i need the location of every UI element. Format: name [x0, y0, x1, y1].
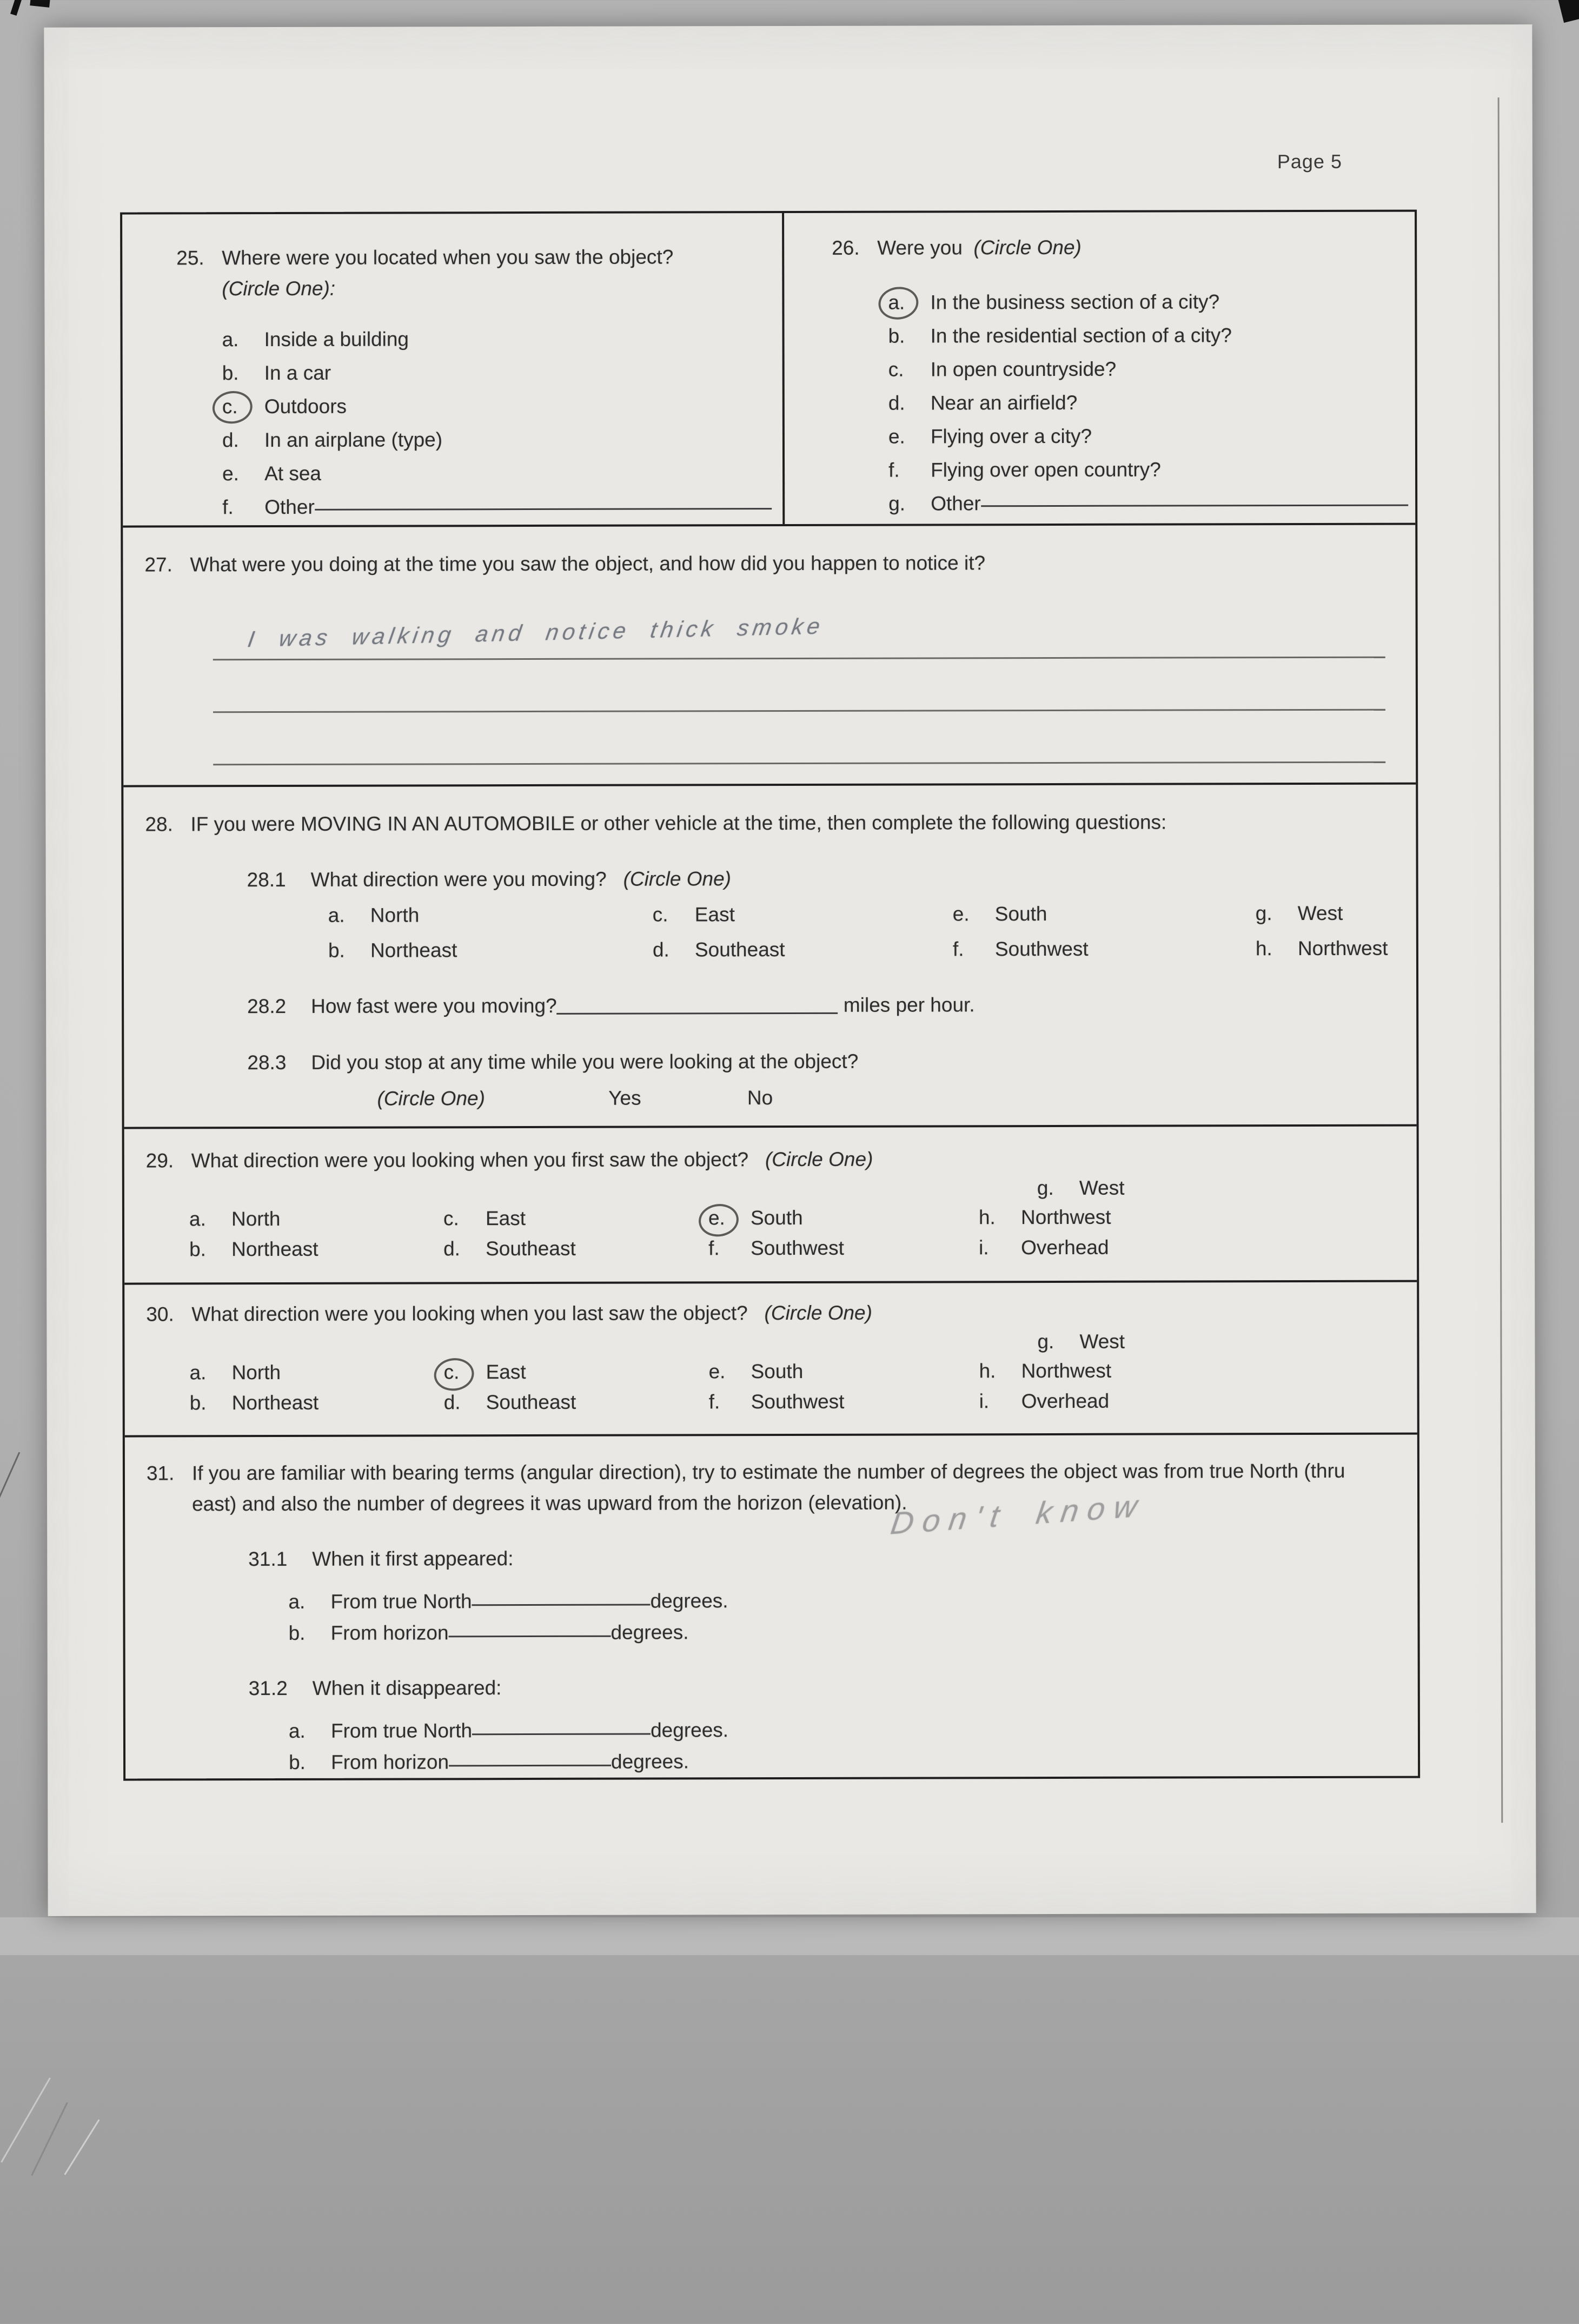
- circled-letter: e.: [708, 1203, 751, 1233]
- option-label: Southeast: [486, 1237, 576, 1260]
- q30-west: [1037, 1327, 1408, 1356]
- q28-1-row1: [328, 897, 1408, 931]
- option-label: Other: [264, 495, 315, 518]
- option-label: Northeast: [231, 1238, 319, 1261]
- option-label: Northeast: [231, 1392, 319, 1414]
- q28-2-suffix: miles per hour.: [843, 994, 975, 1017]
- answer-blank: [315, 492, 772, 511]
- q30-number: 30.: [146, 1303, 174, 1326]
- q25-option-d: [222, 422, 772, 457]
- q28-number: 28.: [145, 813, 173, 836]
- q26-option-c: [888, 352, 1408, 387]
- answer-blank: [557, 996, 838, 1015]
- question-26: [784, 212, 1419, 524]
- q26-question: Were you: [877, 236, 963, 259]
- q31-1b: [289, 1615, 1409, 1649]
- option-label: At sea: [264, 462, 322, 485]
- answer-line: [213, 658, 1385, 713]
- question-25: [122, 213, 785, 526]
- option-label: West: [1079, 1330, 1125, 1353]
- option-letter: b.: [289, 1751, 306, 1774]
- scan-fold-line: [1498, 97, 1503, 1823]
- option-letter: e.: [952, 902, 970, 925]
- option-label: Southeast: [486, 1391, 576, 1414]
- degree-prefix: From horizon: [330, 1621, 449, 1644]
- q27-question: What were you doing at the time you saw the object, and how did you happen to notice it?: [190, 552, 986, 576]
- degree-prefix: From true North: [330, 1590, 472, 1613]
- option-label: Southwest: [751, 1237, 844, 1260]
- q31-number: 31.: [146, 1462, 175, 1485]
- q29-west: [1037, 1174, 1408, 1202]
- option-letter: b.: [189, 1238, 206, 1261]
- q25-option-c: [222, 389, 772, 423]
- section-q25-q26: [122, 212, 1415, 526]
- handwritten-answer: I was walking and notice thick smoke: [246, 613, 826, 652]
- scan-scratch: [64, 2119, 99, 2175]
- q31-1a: [288, 1584, 1409, 1618]
- q28-3-instruction: (Circle One): [377, 1087, 485, 1110]
- option-label: West: [1079, 1177, 1125, 1200]
- option-label: Outdoors: [264, 395, 347, 418]
- option-label: Flying over a city?: [930, 425, 1092, 448]
- degree-suffix: degrees.: [611, 1750, 689, 1773]
- option-letter: h.: [978, 1206, 996, 1229]
- option-label: West: [1297, 902, 1343, 924]
- option-letter: d.: [222, 428, 239, 451]
- q26-option-g: [888, 486, 1408, 521]
- scan-light-band: [0, 1917, 1579, 1955]
- option-letter: a.: [288, 1720, 306, 1743]
- option-label: Flying over open country?: [931, 458, 1161, 481]
- q29-row1: [189, 1202, 1408, 1235]
- scan-scratch: [0, 1452, 20, 1512]
- option-letter: h.: [979, 1360, 996, 1382]
- q28-2-number: 28.2: [247, 995, 287, 1018]
- option-label: In an airplane (type): [264, 428, 443, 451]
- q28-2-question: How fast were you moving?: [311, 995, 557, 1018]
- q29-row2: [189, 1232, 1408, 1265]
- option-letter: a.: [189, 1361, 207, 1384]
- option-letter: c.: [888, 358, 904, 381]
- q28-3-choices: [377, 1081, 1408, 1114]
- option-letter: a.: [328, 904, 345, 926]
- option-label: South: [750, 1207, 803, 1229]
- q29-instruction: (Circle One): [765, 1148, 873, 1171]
- degree-suffix: degrees.: [651, 1719, 729, 1742]
- q25-instruction: (Circle One):: [222, 277, 336, 300]
- section-q31: [125, 1433, 1418, 1779]
- yes-option: Yes: [608, 1087, 641, 1109]
- option-label: Northwest: [1297, 937, 1388, 960]
- option-label: Near an airfield?: [930, 392, 1078, 414]
- option-label: In the business section of a city?: [930, 290, 1220, 314]
- option-label: North: [370, 904, 420, 926]
- degree-prefix: From true North: [330, 1719, 473, 1743]
- option-letter: a.: [222, 328, 239, 350]
- option-letter: i.: [979, 1236, 989, 1259]
- answer-line: [213, 606, 1385, 661]
- answer-blank: [472, 1717, 651, 1736]
- q31-2-label: When it disappeared:: [312, 1677, 502, 1699]
- option-letter: g.: [888, 492, 906, 515]
- q30-row1: [189, 1355, 1408, 1388]
- answer-blank: [981, 488, 1408, 507]
- scan-artifact: [10, 0, 22, 16]
- q25-options: [222, 322, 772, 524]
- degree-suffix: degrees.: [650, 1590, 728, 1612]
- option-letter: g.: [1037, 1177, 1054, 1200]
- option-letter: f.: [888, 459, 900, 481]
- scan-scratch: [31, 2102, 68, 2176]
- option-letter: g.: [1037, 1330, 1054, 1353]
- option-label: In a car: [264, 361, 331, 384]
- section-q29: [124, 1124, 1417, 1283]
- option-letter: d.: [443, 1237, 460, 1260]
- option-letter: h.: [1255, 937, 1272, 960]
- option-letter: b.: [888, 325, 905, 347]
- q26-number: 26.: [832, 236, 860, 259]
- degree-prefix: From horizon: [331, 1751, 449, 1774]
- option-letter: d.: [443, 1391, 461, 1414]
- option-letter: d.: [652, 938, 669, 961]
- q28-1-question: What direction were you moving?: [310, 868, 607, 891]
- circled-letter: a.: [888, 286, 930, 320]
- q31-1-label: When it first appeared:: [312, 1547, 514, 1570]
- q28-question: IF you were MOVING IN AN AUTOMOBILE or other vehicle at the time, then complete the following questions:: [190, 811, 1167, 836]
- option-label: Southwest: [751, 1391, 845, 1413]
- option-label: East: [694, 903, 735, 926]
- option-letter: g.: [1255, 902, 1272, 924]
- option-label: Southeast: [694, 938, 785, 961]
- q28-3-question: Did you stop at any time while you were looking at the object?: [311, 1050, 859, 1074]
- q27-answer-lines: [213, 606, 1386, 766]
- q26-option-a: [888, 285, 1408, 320]
- option-letter: c.: [652, 903, 668, 926]
- option-letter: f.: [222, 495, 234, 518]
- degree-suffix: degrees.: [611, 1621, 689, 1644]
- option-label: Northwest: [1021, 1360, 1112, 1382]
- q28-2: [247, 989, 1408, 1022]
- option-letter: b.: [288, 1621, 306, 1644]
- q31-1: [248, 1541, 1409, 1574]
- option-letter: e.: [888, 425, 905, 448]
- option-label: North: [231, 1361, 281, 1384]
- paper-page: [44, 24, 1536, 1916]
- q27-number: 27.: [144, 553, 173, 576]
- option-letter: e.: [222, 462, 239, 485]
- option-letter: e.: [708, 1360, 726, 1383]
- option-letter: b.: [222, 361, 239, 384]
- option-label: Inside a building: [264, 328, 409, 350]
- q31-2-number: 31.2: [248, 1677, 288, 1700]
- option-letter: d.: [888, 392, 905, 414]
- scan-artifact: [30, 0, 50, 8]
- q29-number: 29.: [145, 1149, 174, 1172]
- scan-artifact: [1558, 0, 1579, 23]
- option-label: South: [751, 1360, 804, 1383]
- q25-question: Where were you located when you saw the object?: [222, 246, 674, 269]
- q29-question: What direction were you looking when you first saw the object?: [191, 1148, 749, 1172]
- q31-2a: [289, 1713, 1409, 1747]
- option-label: East: [485, 1207, 526, 1230]
- option-label: Southwest: [994, 937, 1089, 961]
- section-q27: [123, 523, 1416, 785]
- option-label: East: [486, 1361, 526, 1383]
- q28-1-number: 28.1: [247, 869, 286, 891]
- q28-1-row2: [328, 933, 1408, 966]
- option-letter: i.: [979, 1390, 990, 1413]
- q30-row2: [190, 1386, 1409, 1419]
- no-option: No: [747, 1087, 773, 1109]
- option-letter: f.: [708, 1391, 720, 1413]
- option-label: Northwest: [1020, 1206, 1111, 1229]
- q28-3: [247, 1044, 1408, 1078]
- option-letter: a.: [288, 1590, 306, 1613]
- q26-options: [888, 285, 1408, 521]
- option-letter: b.: [328, 939, 345, 962]
- page-number-label: Page 5: [1277, 150, 1343, 173]
- q28-1-instruction: (Circle One): [623, 868, 732, 890]
- answer-line: [213, 711, 1385, 766]
- option-letter: b.: [189, 1392, 207, 1414]
- q26-option-d: [888, 386, 1408, 420]
- q25-option-f: [222, 489, 772, 524]
- circled-letter: c.: [443, 1358, 486, 1388]
- section-q30: [124, 1280, 1417, 1435]
- option-label: Other: [931, 492, 981, 515]
- handwritten-answer: Don't know: [888, 1488, 1148, 1541]
- option-letter: c.: [443, 1207, 459, 1230]
- q28-3-number: 28.3: [247, 1051, 287, 1074]
- q31-2: [249, 1671, 1409, 1704]
- q25-option-b: [222, 355, 772, 390]
- q26-option-e: [888, 419, 1408, 454]
- q26-instruction: (Circle One): [973, 236, 1082, 259]
- section-q28: [123, 783, 1416, 1127]
- q25-number: 25.: [176, 247, 204, 269]
- option-label: Overhead: [1021, 1390, 1110, 1413]
- q28-1: [247, 862, 1408, 896]
- answer-blank: [449, 1749, 611, 1767]
- q31-question: If you are familiar with bearing terms (angular direction), try to estimate the number of degrees the object was from true North (thru east) and also the number of degrees it was upward from the horizon (elevation).: [191, 1459, 1345, 1515]
- q31-1-number: 31.1: [248, 1547, 288, 1570]
- q31-2b: [289, 1745, 1409, 1778]
- circled-letter: c.: [222, 390, 264, 423]
- q25-option-a: [222, 322, 771, 356]
- option-letter: f.: [708, 1237, 720, 1260]
- option-label: In the residential section of a city?: [930, 324, 1232, 347]
- q25-option-e: [222, 456, 772, 491]
- option-label: Northeast: [370, 939, 457, 962]
- q26-option-f: [888, 453, 1408, 487]
- option-label: Overhead: [1021, 1236, 1109, 1259]
- option-label: In open countryside?: [930, 358, 1117, 381]
- q30-question: What direction were you looking when you last saw the object?: [191, 1302, 748, 1326]
- option-letter: f.: [952, 938, 964, 961]
- q30-instruction: (Circle One): [764, 1301, 872, 1325]
- answer-blank: [448, 1619, 611, 1638]
- questionnaire-form: [120, 210, 1420, 1781]
- q26-option-b: [888, 319, 1408, 353]
- option-label: South: [994, 902, 1047, 925]
- option-label: North: [231, 1208, 281, 1230]
- option-letter: a.: [189, 1208, 206, 1230]
- answer-blank: [472, 1588, 651, 1606]
